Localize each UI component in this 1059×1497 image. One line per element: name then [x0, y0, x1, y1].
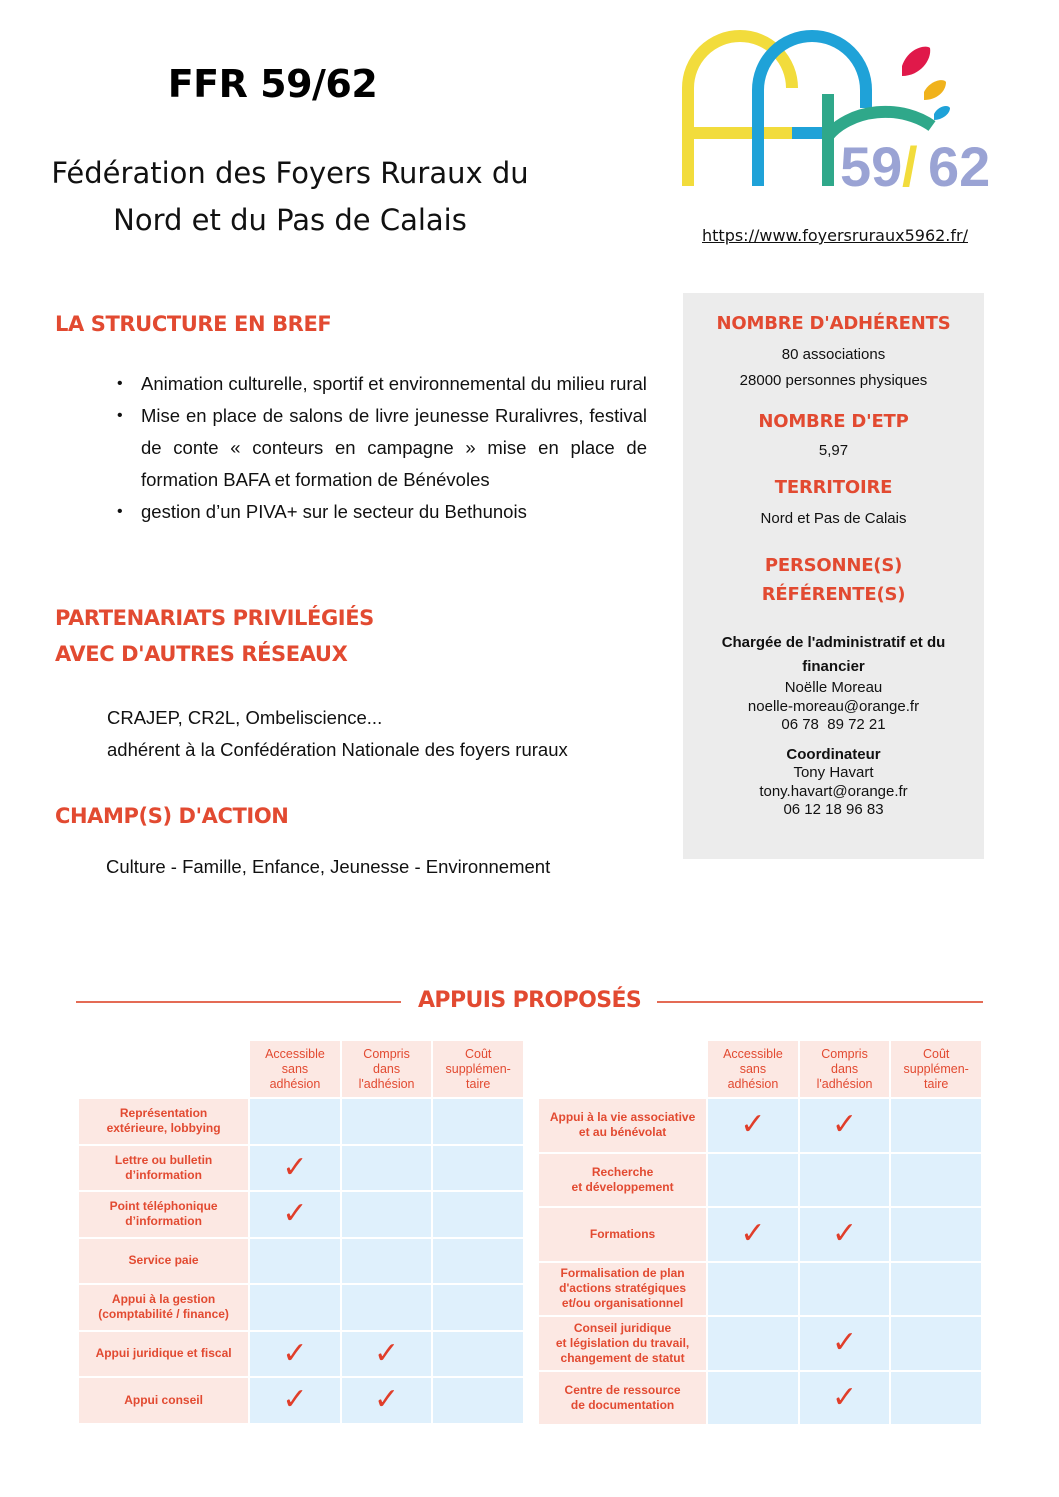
table-row — [539, 1372, 981, 1425]
partners-line-1: CRAJEP, CR2L, Ombeliscience... — [107, 707, 383, 728]
bullet-item: • gestion d’un PIVA+ sur le secteur du Bethunois — [115, 496, 647, 528]
ffr-logo-icon — [680, 28, 1010, 198]
bullet-item: • Animation culturelle, sportif et environnemental du milieu rural — [115, 368, 647, 400]
column-header: Coût supplémen- taire — [891, 1041, 981, 1097]
row-label: Conseil juridique et législation du travail, changement de statut — [539, 1317, 706, 1370]
check-cell — [250, 1192, 340, 1237]
check-cell — [708, 1372, 798, 1425]
checkmark-icon: ✓ — [374, 1382, 400, 1418]
check-cell — [708, 1317, 798, 1370]
check-cell — [891, 1372, 981, 1425]
page-title: FFR 59/62 — [167, 62, 378, 106]
check-cell — [891, 1154, 981, 1207]
row-label: Formations — [539, 1208, 706, 1261]
row-label: Représentation extérieure, lobbying — [79, 1099, 248, 1144]
territoire-heading: TERRITOIRE — [774, 477, 893, 498]
column-header: Compris dans l'adhésion — [342, 1041, 432, 1097]
check-cell — [891, 1208, 981, 1261]
contact-name: Tony Havart — [793, 764, 874, 781]
checkmark-icon: ✓ — [831, 1216, 858, 1252]
check-cell — [708, 1099, 798, 1152]
subtitle-line-2: Nord et du Pas de Calais — [113, 203, 467, 237]
contact-email[interactable]: noelle-moreau@orange.fr — [747, 698, 920, 715]
checkmark-icon: ✓ — [282, 1196, 308, 1232]
adherents-heading: NOMBRE D'ADHÉRENTS — [716, 313, 951, 334]
check-cell — [800, 1208, 890, 1261]
checkmark-icon: ✓ — [831, 1325, 858, 1361]
row-label: Appui conseil — [79, 1378, 248, 1423]
row-label: Service paie — [79, 1239, 248, 1284]
check-cell — [433, 1099, 523, 1144]
table-row — [539, 1208, 981, 1261]
organization-name — [30, 150, 550, 244]
adherents-persons: 28000 personnes physiques — [739, 372, 928, 389]
contact-role: Chargée de l'administratif et du — [721, 634, 946, 651]
column-header: Compris dans l'adhésion — [800, 1041, 890, 1097]
column-header: Accessible sans adhésion — [250, 1041, 340, 1097]
heading-line: AVEC D'AUTRES RÉSEAUX — [55, 642, 348, 666]
appuis-heading: APPUIS PROPOSÉS — [418, 988, 642, 1013]
svg-text:59: 59 — [840, 135, 903, 198]
section-heading-partners — [55, 600, 374, 672]
contact-role: Coordinateur — [786, 746, 881, 763]
check-cell — [342, 1099, 432, 1144]
row-label: Recherche et développement — [539, 1154, 706, 1207]
check-cell — [800, 1154, 890, 1207]
check-cell — [433, 1192, 523, 1237]
contact-phone: 06 12 18 96 83 — [783, 801, 884, 818]
appuis-table-right — [537, 1039, 983, 1426]
svg-text:/: / — [902, 135, 918, 198]
check-cell — [250, 1239, 340, 1284]
check-cell — [800, 1099, 890, 1152]
contact-phone: 06 78 89 72 21 — [781, 716, 886, 733]
checkmark-icon: ✓ — [740, 1216, 766, 1252]
table-row — [539, 1263, 981, 1316]
check-cell — [800, 1317, 890, 1370]
check-cell — [891, 1263, 981, 1316]
check-cell — [433, 1378, 523, 1423]
check-cell — [891, 1317, 981, 1370]
svg-text:62: 62 — [928, 135, 991, 198]
checkmark-icon: ✓ — [831, 1107, 858, 1143]
check-cell — [342, 1192, 432, 1237]
row-label: Appui juridique et fiscal — [79, 1332, 248, 1377]
check-cell — [708, 1208, 798, 1261]
checkmark-icon: ✓ — [282, 1382, 308, 1418]
table-row — [539, 1099, 981, 1152]
check-cell — [250, 1378, 340, 1423]
structure-bullet-list — [115, 368, 647, 528]
row-label: Appui à la gestion (comptabilité / finance) — [79, 1285, 248, 1330]
section-heading-champs: CHAMP(S) D'ACTION — [55, 804, 289, 828]
column-header: Coût supplémen- taire — [433, 1041, 523, 1097]
heading-line: PARTENARIATS PRIVILÉGIÉS — [55, 606, 374, 630]
info-sidebar — [683, 293, 984, 859]
empty-header-cell — [79, 1041, 248, 1097]
referents-heading — [683, 551, 984, 609]
etp-value: 5,97 — [818, 442, 849, 459]
etp-heading: NOMBRE D'ETP — [758, 411, 909, 432]
check-cell — [342, 1239, 432, 1284]
check-cell — [342, 1332, 432, 1377]
checkmark-icon: ✓ — [374, 1335, 400, 1371]
table-row — [79, 1146, 523, 1191]
check-cell — [433, 1285, 523, 1330]
champs-text: Culture - Famille, Enfance, Jeunesse - Environnement — [106, 856, 551, 877]
checkmark-icon: ✓ — [282, 1335, 308, 1371]
table-row — [79, 1332, 523, 1377]
checkmark-icon: ✓ — [740, 1107, 766, 1143]
divider-right — [657, 1001, 983, 1003]
table-row — [79, 1239, 523, 1284]
partners-text — [107, 702, 568, 766]
table-row — [79, 1192, 523, 1237]
table-row — [79, 1378, 523, 1423]
checkmark-icon: ✓ — [831, 1379, 858, 1415]
appuis-table-left — [77, 1039, 525, 1425]
check-cell — [708, 1154, 798, 1207]
territoire-value: Nord et Pas de Calais — [760, 510, 907, 527]
check-cell — [433, 1146, 523, 1191]
website-link[interactable]: https://www.foyersruraux5962.fr/ — [702, 226, 968, 245]
heading-line: RÉFÉRENTE(S) — [761, 584, 906, 605]
check-cell — [800, 1372, 890, 1425]
check-cell — [250, 1332, 340, 1377]
check-cell — [433, 1332, 523, 1377]
row-label: Appui à la vie associative et au bénévolat — [539, 1099, 706, 1152]
check-cell — [433, 1239, 523, 1284]
section-heading-structure: LA STRUCTURE EN BREF — [55, 312, 332, 336]
check-cell — [342, 1285, 432, 1330]
contact-card — [683, 745, 984, 819]
adherents-associations: 80 associations — [781, 346, 886, 363]
row-label: Lettre ou bulletin d’information — [79, 1146, 248, 1191]
check-cell — [708, 1263, 798, 1316]
table-row — [79, 1285, 523, 1330]
contact-card — [683, 631, 984, 733]
check-cell — [250, 1146, 340, 1191]
table-row — [79, 1099, 523, 1144]
row-label: Point téléphonique d’information — [79, 1192, 248, 1237]
column-header: Accessible sans adhésion — [708, 1041, 798, 1097]
check-cell — [800, 1263, 890, 1316]
row-label: Formalisation de plan d'actions stratégiques et/ou organisationnel — [539, 1263, 706, 1316]
empty-header-cell — [539, 1041, 706, 1097]
heading-line: PERSONNE(S) — [764, 555, 903, 576]
check-cell — [342, 1146, 432, 1191]
subtitle-line-1: Fédération des Foyers Ruraux du — [51, 156, 529, 190]
check-cell — [342, 1378, 432, 1423]
checkmark-icon: ✓ — [282, 1149, 308, 1185]
contact-role: financier — [802, 658, 865, 675]
divider-left — [76, 1001, 401, 1003]
table-row — [539, 1154, 981, 1207]
row-label: Centre de ressource de documentation — [539, 1372, 706, 1425]
bullet-item: • Mise en place de salons de livre jeunesse Ruralivres, festival de conte « conteurs en campagne » mise en place de formation BAFA et formation de Bénévoles — [115, 400, 647, 496]
check-cell — [250, 1285, 340, 1330]
partners-line-2: adhérent à la Confédération Nationale des foyers ruraux — [107, 739, 568, 760]
contact-email[interactable]: tony.havart@orange.fr — [759, 783, 908, 800]
check-cell — [250, 1099, 340, 1144]
table-row — [539, 1317, 981, 1370]
contact-name: Noëlle Moreau — [784, 679, 883, 696]
check-cell — [891, 1099, 981, 1152]
